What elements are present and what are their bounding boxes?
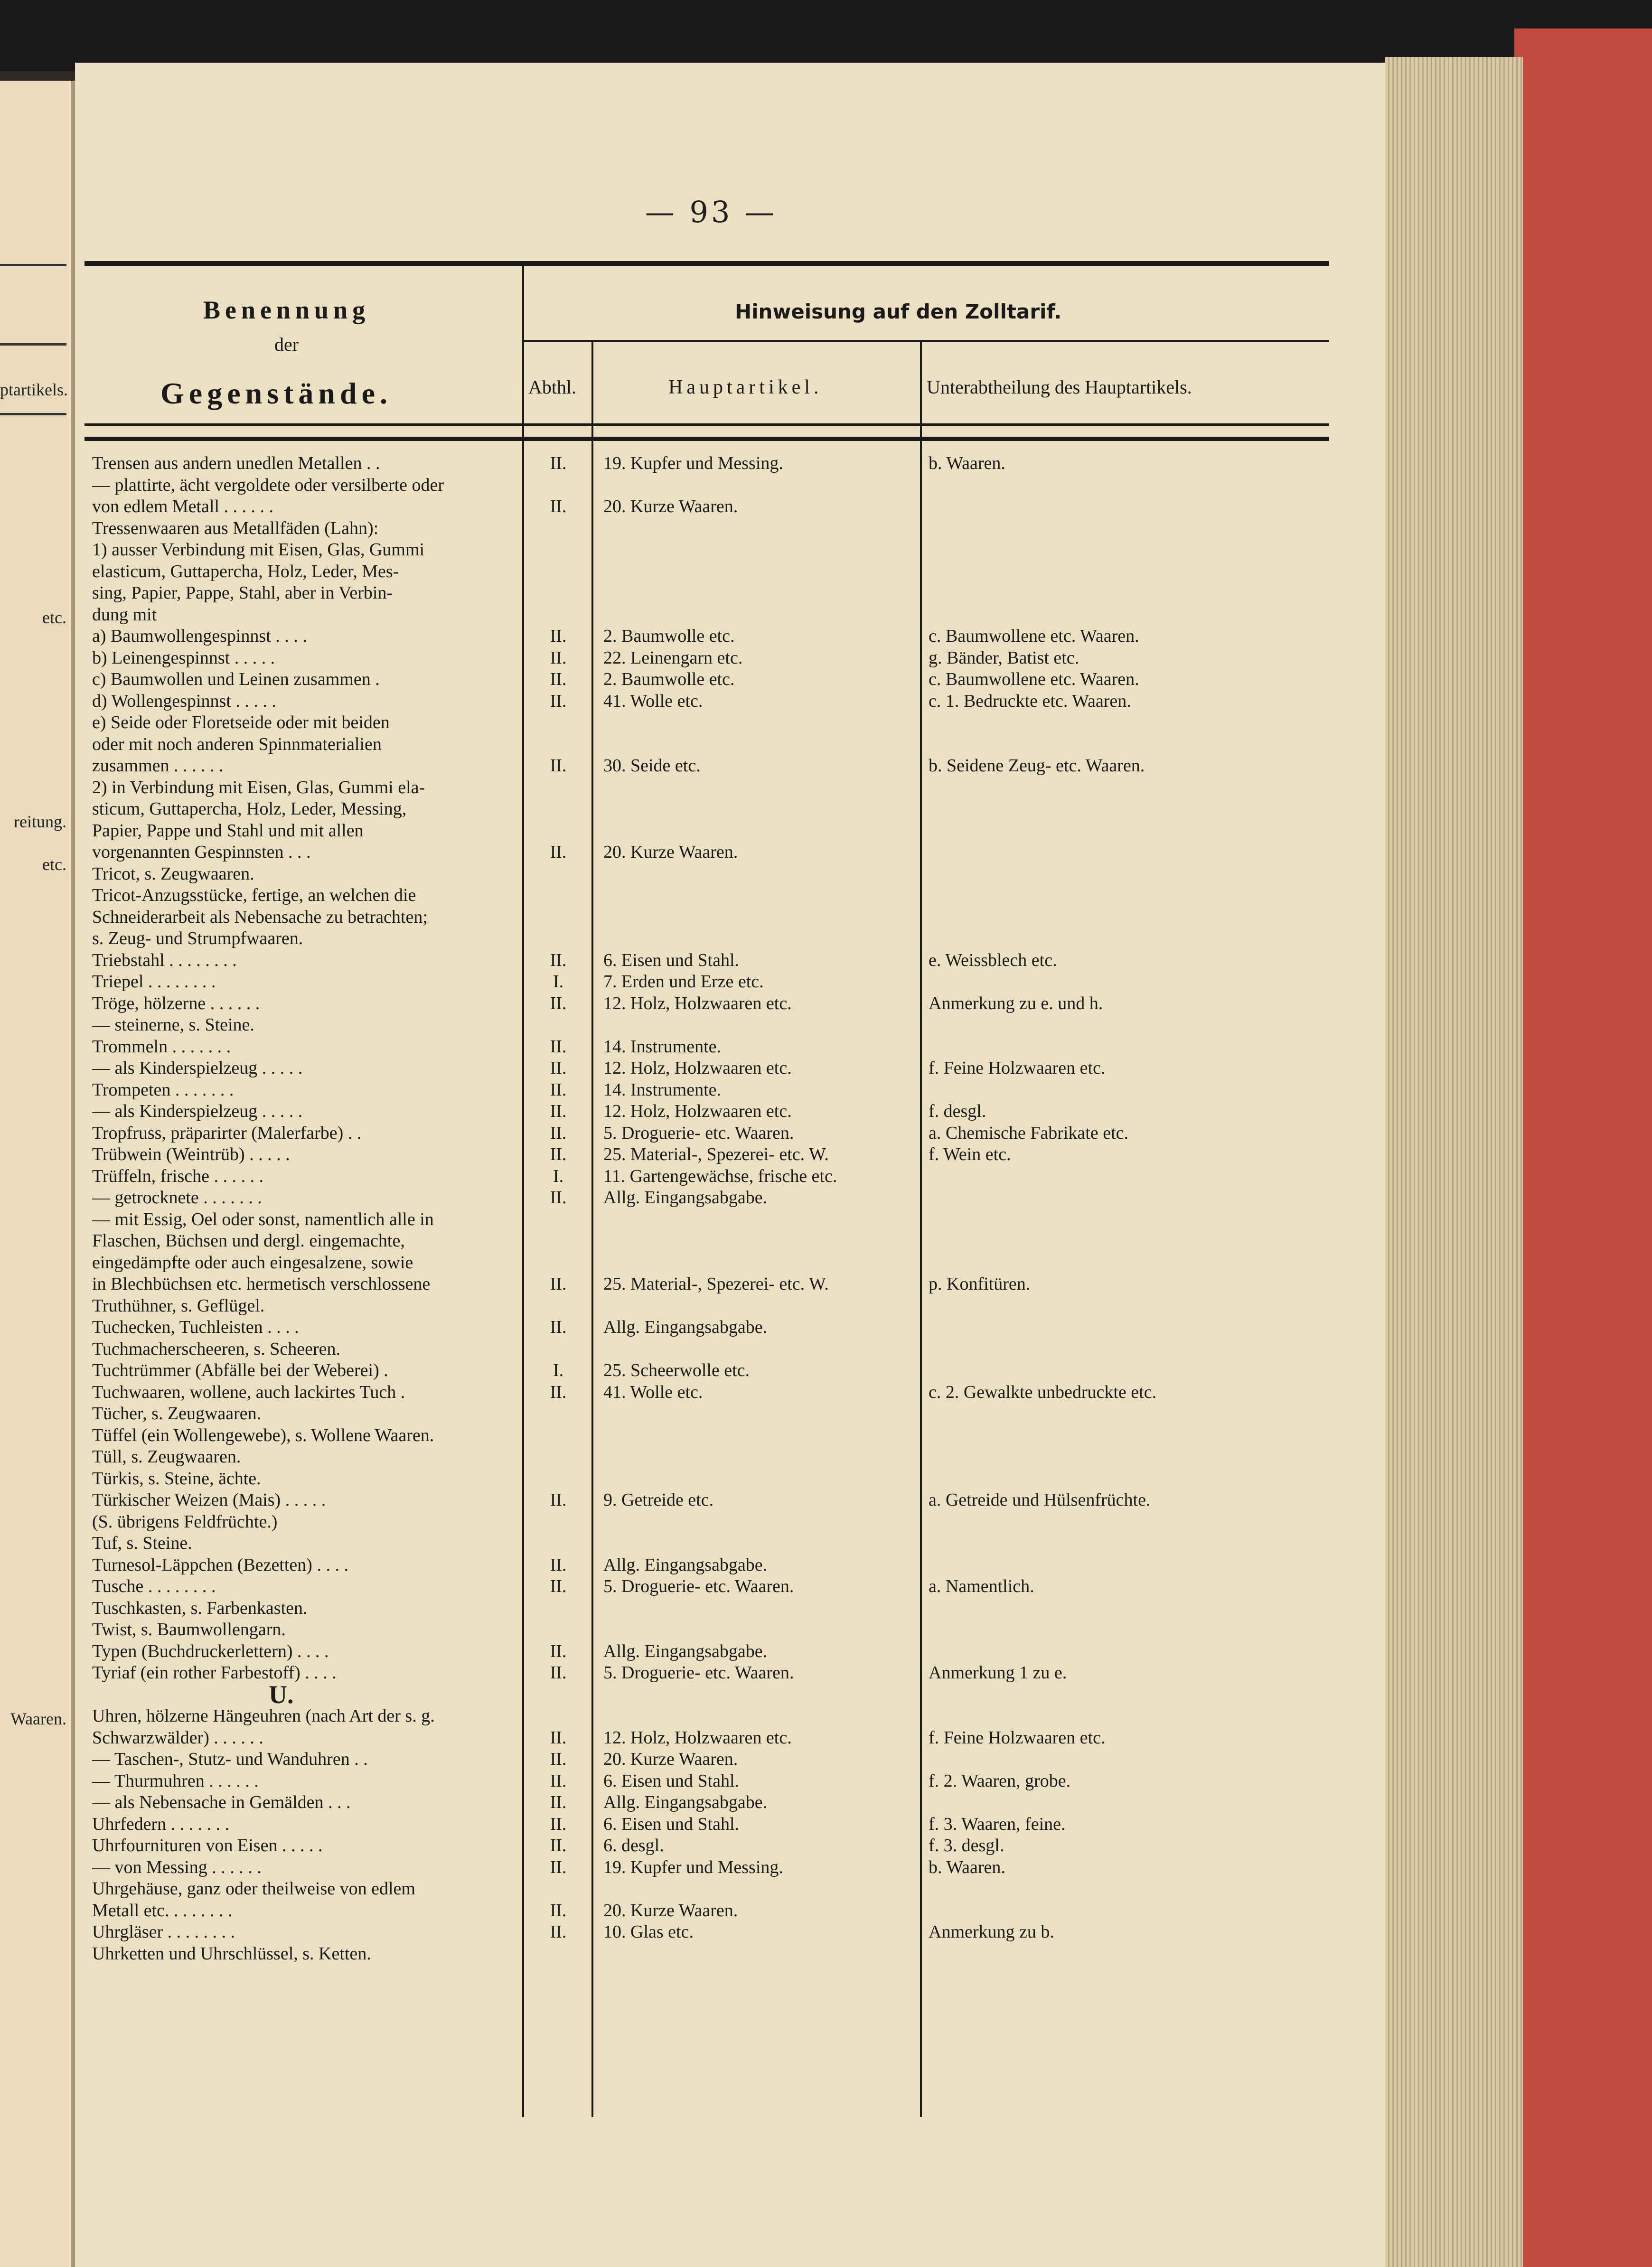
abtheilung: II.: [550, 626, 567, 646]
table-row: [88, 1792, 1342, 1814]
header-gegenstaende: Gegenstände.: [160, 376, 392, 410]
table-row: [88, 1295, 1342, 1317]
hauptartikel: 20. Kurze Waaren.: [603, 1900, 738, 1920]
item-name: Papier, Pappe und Stahl und mit allen: [92, 820, 364, 841]
table-row: [88, 1662, 1342, 1684]
unterabtheilung: f. desgl.: [929, 1101, 986, 1121]
item-name: — von Messing . . . . . .: [92, 1857, 262, 1877]
abtheilung: II.: [550, 1922, 567, 1942]
item-name: Tuchecken, Tuchleisten . . . .: [92, 1317, 299, 1337]
abtheilung: II.: [550, 1317, 567, 1337]
item-name: Twist, s. Baumwollengarn.: [92, 1620, 286, 1639]
item-name: vorgenannten Gespinnsten . . .: [92, 842, 311, 862]
abtheilung: I.: [553, 972, 564, 992]
table-row: [88, 1576, 1342, 1598]
unterabtheilung: f. 2. Waaren, grobe.: [929, 1771, 1071, 1791]
item-name: Tricot-Anzugsstücke, fertige, an welchen die: [92, 885, 416, 905]
item-name: Tricot, s. Zeugwaaren.: [92, 863, 254, 884]
item-name: Uhrketten und Uhrschlüssel, s. Ketten.: [92, 1943, 371, 1964]
item-name: Tuchwaaren, wollene, auch lackirtes Tuch .: [92, 1382, 405, 1402]
table-row: [88, 582, 1342, 604]
item-name: — mit Essig, Oel oder sonst, namentlich alle in: [92, 1209, 434, 1229]
item-name: Trompeten . . . . . . .: [92, 1079, 234, 1100]
table-row: [88, 1317, 1342, 1339]
table-row: [88, 1274, 1342, 1295]
item-name: Tüffel (ein Wollengewebe), s. Wollene Waaren.: [92, 1425, 434, 1445]
table-row: [88, 1857, 1342, 1879]
table-row: [88, 885, 1342, 907]
item-name: Trommeln . . . . . . .: [92, 1036, 231, 1057]
hauptartikel: 5. Droguerie- etc. Waaren.: [603, 1576, 794, 1596]
abtheilung: I.: [553, 1166, 564, 1186]
left-rule: [0, 413, 66, 415]
table-row: [88, 1079, 1342, 1101]
unterabtheilung: c. 2. Gewalkte unbedruckte etc.: [929, 1382, 1157, 1402]
table-row: [88, 1382, 1342, 1404]
hauptartikel: 5. Droguerie- etc. Waaren.: [603, 1663, 794, 1683]
hauptartikel: 11. Gartengewächse, frische etc.: [603, 1166, 837, 1186]
unterabtheilung: Anmerkung zu b.: [929, 1922, 1054, 1942]
abtheilung: II.: [550, 1641, 567, 1661]
abtheilung: II.: [550, 1836, 567, 1855]
item-name: Tuf, s. Steine.: [92, 1533, 192, 1553]
item-name: Tuchmacherscheeren, s. Scheeren.: [92, 1339, 341, 1359]
table-row: [88, 907, 1342, 928]
table-row: [88, 1598, 1342, 1620]
table-row: [88, 539, 1342, 561]
table-row: [88, 1425, 1342, 1447]
table-row: [88, 798, 1342, 820]
item-name: Tuschkasten, s. Farbenkasten.: [92, 1598, 308, 1618]
table-row: [88, 971, 1342, 993]
item-name: dung mit: [92, 604, 157, 625]
item-name: c) Baumwollen und Leinen zusammen .: [92, 669, 380, 689]
table-row: [88, 1403, 1342, 1425]
table-row: [88, 1641, 1342, 1663]
hauptartikel: 14. Instrumente.: [603, 1036, 722, 1057]
item-name: Tüll, s. Zeugwaaren.: [92, 1447, 241, 1467]
abtheilung: II.: [550, 1814, 567, 1834]
item-name: 1) ausser Verbindung mit Eisen, Glas, Gummi: [92, 540, 425, 560]
table-row: [88, 1144, 1342, 1166]
table-row: [88, 1619, 1342, 1641]
abtheilung: II.: [550, 1490, 567, 1510]
hauptartikel: 25. Material-, Spezerei- etc. W.: [603, 1274, 829, 1294]
item-name: Tücher, s. Zeugwaaren.: [92, 1404, 262, 1424]
table-row: [88, 1230, 1342, 1252]
item-name: Türkis, s. Steine, ächte.: [92, 1468, 261, 1489]
item-name: sticum, Guttapercha, Holz, Leder, Messing,: [92, 799, 407, 819]
item-name: — als Kinderspielzeug . . . . .: [92, 1058, 303, 1078]
abtheilung: II.: [550, 453, 567, 473]
item-name: d) Wollengespinnst . . . . .: [92, 691, 276, 711]
table-row: [88, 1921, 1342, 1943]
book-cover: [1514, 28, 1652, 2267]
unterabtheilung: b. Waaren.: [929, 453, 1005, 473]
table-row: [88, 755, 1342, 777]
abtheilung: II.: [550, 1188, 567, 1208]
unterabtheilung: f. Wein etc.: [929, 1144, 1011, 1164]
item-name: Tusche . . . . . . . .: [92, 1576, 216, 1596]
hauptartikel: Allg. Eingangsabgabe.: [603, 1188, 768, 1208]
hauptartikel: Allg. Eingangsabgabe.: [603, 1641, 768, 1661]
left-fragment-text: reitung.: [14, 812, 66, 831]
hauptartikel: 6. desgl.: [603, 1836, 664, 1855]
item-name: Triebstahl . . . . . . . .: [92, 950, 237, 970]
table-row: [88, 1533, 1342, 1555]
header-hauptartikel: Hauptartikel.: [668, 376, 823, 398]
abtheilung: II.: [550, 691, 567, 711]
hauptartikel: 30. Seide etc.: [603, 756, 701, 776]
table-row: [88, 1339, 1342, 1360]
item-name: elasticum, Guttapercha, Holz, Leder, Mes-: [92, 561, 399, 581]
abtheilung: II.: [550, 756, 567, 776]
item-name: U.: [269, 1684, 294, 1705]
abtheilung: II.: [550, 1576, 567, 1596]
item-name: oder mit noch anderen Spinnmaterialien: [92, 734, 382, 754]
item-name: in Blechbüchsen etc. hermetisch verschlossene: [92, 1274, 431, 1294]
table-row: [88, 1036, 1342, 1058]
hauptartikel: 6. Eisen und Stahl.: [603, 950, 740, 970]
page-number: — 93 —: [645, 195, 778, 229]
abtheilung: II.: [550, 1663, 567, 1683]
table-row: [88, 950, 1342, 972]
abtheilung: II.: [550, 1771, 567, 1791]
item-name: Uhrgläser . . . . . . . .: [92, 1922, 235, 1942]
abtheilung: II.: [550, 1727, 567, 1748]
hauptartikel: Allg. Eingangsabgabe.: [603, 1317, 768, 1337]
hauptartikel: 7. Erden und Erze etc.: [603, 972, 764, 992]
hauptartikel: 25. Scheerwolle etc.: [603, 1360, 750, 1380]
table-row: [88, 561, 1342, 583]
hauptartikel: 41. Wolle etc.: [603, 1382, 703, 1402]
header-hinweisung: Hinweisung auf den Zolltarif.: [735, 300, 1062, 323]
unterabtheilung: c. Baumwollene etc. Waaren.: [929, 669, 1139, 689]
abtheilung: II.: [550, 1749, 567, 1769]
abtheilung: II.: [550, 1857, 567, 1877]
table-row: [88, 1814, 1342, 1836]
table-row: [88, 496, 1342, 518]
table-row: [88, 1187, 1342, 1209]
item-name: Tuchtrümmer (Abfälle bei der Weberei) .: [92, 1360, 388, 1380]
table-row: [88, 604, 1342, 626]
table-row: [88, 1252, 1342, 1274]
hauptartikel: 9. Getreide etc.: [603, 1490, 714, 1510]
table-row: [88, 1878, 1342, 1900]
hauptartikel: 20. Kurze Waaren.: [603, 496, 738, 516]
abtheilung: II.: [550, 1792, 567, 1812]
item-name: von edlem Metall . . . . . .: [92, 496, 274, 516]
table-row: [88, 669, 1342, 691]
abtheilung: II.: [550, 496, 567, 516]
item-name: Uhrgehäuse, ganz oder theilweise von edlem: [92, 1879, 415, 1899]
hauptartikel: 22. Leinengarn etc.: [603, 647, 743, 668]
hauptartikel: 12. Holz, Holzwaaren etc.: [603, 993, 792, 1013]
item-name: Flaschen, Büchsen und dergl. eingemachte,: [92, 1231, 405, 1251]
table-row: [88, 1835, 1342, 1857]
abtheilung: I.: [553, 1360, 564, 1380]
table-row: [88, 777, 1342, 799]
table-row: [88, 1014, 1342, 1036]
hauptartikel: 12. Holz, Holzwaaren etc.: [603, 1101, 792, 1121]
unterabtheilung: f. Feine Holzwaaren etc.: [929, 1058, 1106, 1078]
abtheilung: II.: [550, 842, 567, 862]
table-row: [88, 1468, 1342, 1490]
table-row: [88, 518, 1342, 540]
abtheilung: II.: [550, 1555, 567, 1575]
item-name: Typen (Buchdruckerlettern) . . . .: [92, 1641, 329, 1661]
header-abthl: Abthl.: [528, 376, 577, 398]
item-name: Uhrfournituren von Eisen . . . . .: [92, 1836, 323, 1855]
unterabtheilung: e. Weissblech etc.: [929, 950, 1057, 970]
table-row: [88, 1749, 1342, 1771]
unterabtheilung: b. Waaren.: [929, 1857, 1005, 1877]
item-name: Trüffeln, frische . . . . . .: [92, 1166, 263, 1186]
table-row: [88, 1771, 1342, 1792]
left-fragment-text: etc.: [42, 608, 66, 627]
item-name: — steinerne, s. Steine.: [92, 1015, 254, 1035]
item-name: Truthühner, s. Geflügel.: [92, 1295, 265, 1316]
table-row: [88, 1705, 1342, 1727]
item-name: — Taschen-, Stutz- und Wanduhren . .: [92, 1749, 368, 1769]
item-name: a) Baumwollengespinnst . . . .: [92, 626, 307, 646]
table-row: [88, 647, 1342, 669]
table-row: [88, 842, 1342, 863]
unterabtheilung: f. 3. Waaren, feine.: [929, 1814, 1066, 1834]
item-name: Tyriaf (ein rother Farbestoff) . . . .: [92, 1663, 337, 1683]
left-rule: [0, 343, 66, 346]
hauptartikel: 2. Baumwolle etc.: [603, 669, 735, 689]
hauptartikel: 20. Kurze Waaren.: [603, 1749, 738, 1769]
abtheilung: II.: [550, 950, 567, 970]
item-name: Uhrfedern . . . . . . .: [92, 1814, 230, 1834]
item-name: Schneiderarbeit als Nebensache zu betrachten;: [92, 907, 428, 927]
table-row: [88, 993, 1342, 1015]
abtheilung: II.: [550, 1058, 567, 1078]
item-name: (S. übrigens Feldfrüchte.): [92, 1511, 278, 1532]
unterabtheilung: Anmerkung 1 zu e.: [929, 1663, 1067, 1683]
table-row: [88, 928, 1342, 950]
unterabtheilung: Anmerkung zu e. und h.: [929, 993, 1103, 1013]
item-name: Turnesol-Läppchen (Bezetten) . . . .: [92, 1555, 348, 1575]
item-name: Metall etc. . . . . . . .: [92, 1900, 233, 1920]
table-row: [88, 1058, 1342, 1079]
hauptartikel: 25. Material-, Spezerei- etc. W.: [603, 1144, 829, 1164]
item-name: Tropfruss, präparirter (Malerfarbe) . .: [92, 1123, 362, 1143]
item-name: Uhren, hölzerne Hängeuhren (nach Art der s. g.: [92, 1706, 435, 1726]
table-row: [88, 1101, 1342, 1123]
item-name: Trensen aus andern unedlen Metallen . .: [92, 453, 380, 473]
unterabtheilung: f. Feine Holzwaaren etc.: [929, 1727, 1106, 1748]
table-row: [88, 734, 1342, 756]
hauptartikel: 10. Glas etc.: [603, 1922, 694, 1942]
hauptartikel: Allg. Eingangsabgabe.: [603, 1555, 768, 1575]
hauptartikel: 6. Eisen und Stahl.: [603, 1771, 740, 1791]
item-name: Tressenwaaren aus Metallfäden (Lahn):: [92, 518, 379, 538]
table-row: [88, 1943, 1342, 1965]
table-row: [88, 1446, 1342, 1468]
table-row: [88, 453, 1342, 475]
table-row: [88, 1489, 1342, 1511]
left-fragment-text: Waaren.: [10, 1709, 66, 1728]
table-row: [88, 820, 1342, 842]
item-name: Tröge, hölzerne . . . . . .: [92, 993, 260, 1013]
item-name: b) Leinengespinnst . . . . .: [92, 647, 275, 668]
left-rule: [0, 264, 66, 266]
abtheilung: II.: [550, 1900, 567, 1920]
unterabtheilung: a. Getreide und Hülsenfrüchte.: [929, 1490, 1151, 1510]
hauptartikel: 14. Instrumente.: [603, 1079, 722, 1100]
table-row: [88, 1900, 1342, 1922]
unterabtheilung: c. Baumwollene etc. Waaren.: [929, 626, 1139, 646]
item-name: — als Kinderspielzeug . . . . .: [92, 1101, 303, 1121]
hauptartikel: 6. Eisen und Stahl.: [603, 1814, 740, 1834]
hauptartikel: 20. Kurze Waaren.: [603, 842, 738, 862]
hauptartikel: 12. Holz, Holzwaaren etc.: [603, 1058, 792, 1078]
abtheilung: II.: [550, 1382, 567, 1402]
table-row: [88, 626, 1342, 647]
header-der: der: [274, 334, 299, 355]
table-row: [88, 1511, 1342, 1533]
table-row: [88, 1727, 1342, 1749]
hauptartikel: 2. Baumwolle etc.: [603, 626, 735, 646]
left-fragment-text: ptartikels.: [0, 380, 68, 399]
item-name: — getrocknete . . . . . . .: [92, 1188, 262, 1208]
hauptartikel: 12. Holz, Holzwaaren etc.: [603, 1727, 792, 1748]
unterabtheilung: a. Chemische Fabrikate etc.: [929, 1123, 1129, 1143]
header-mid-rule: [522, 340, 1329, 342]
item-name: s. Zeug- und Strumpfwaaren.: [92, 928, 303, 948]
item-name: 2) in Verbindung mit Eisen, Glas, Gummi ela-: [92, 777, 425, 797]
item-name: zusammen . . . . . .: [92, 756, 224, 776]
page-edge: [1385, 57, 1523, 2267]
abtheilung: II.: [550, 1079, 567, 1100]
section-heading: [88, 1684, 1342, 1706]
table-row: [88, 712, 1342, 734]
header-bottom-rule-thick: [84, 437, 1329, 441]
item-name: Schwarzwälder) . . . . . .: [92, 1727, 263, 1748]
abtheilung: II.: [550, 1036, 567, 1057]
item-name: — Thurmuhren . . . . . .: [92, 1771, 259, 1791]
tariff-table: [88, 453, 1342, 1965]
abtheilung: II.: [550, 669, 567, 689]
unterabtheilung: c. 1. Bedruckte etc. Waaren.: [929, 691, 1131, 711]
unterabtheilung: f. 3. desgl.: [929, 1836, 1004, 1855]
table-row: [88, 1166, 1342, 1188]
item-name: Trübwein (Weintrüb) . . . . .: [92, 1144, 290, 1164]
table-row: [88, 1360, 1342, 1382]
item-name: — als Nebensache in Gemälden . . .: [92, 1792, 351, 1812]
item-name: sing, Papier, Pappe, Stahl, aber in Verbin-: [92, 583, 393, 603]
abtheilung: II.: [550, 647, 567, 668]
item-name: Triepel . . . . . . . .: [92, 972, 216, 992]
table-row: [88, 1123, 1342, 1144]
item-name: e) Seide oder Floretseide oder mit beiden: [92, 712, 390, 732]
left-fragment-text: etc.: [42, 855, 66, 874]
book-page: [75, 63, 1385, 2267]
header-bottom-rule: [84, 423, 1329, 426]
unterabtheilung: p. Konfitüren.: [929, 1274, 1031, 1294]
item-name: Türkischer Weizen (Mais) . . . . .: [92, 1490, 326, 1510]
left-page-fragment: [0, 81, 75, 2267]
table-row: [88, 863, 1342, 885]
item-name: eingedämpfte oder auch eingesalzene, sowie: [92, 1252, 413, 1273]
header-top-rule: [84, 261, 1329, 266]
unterabtheilung: b. Seidene Zeug- etc. Waaren.: [929, 756, 1145, 776]
hauptartikel: 19. Kupfer und Messing.: [603, 453, 783, 473]
table-row: [88, 1555, 1342, 1576]
hauptartikel: 41. Wolle etc.: [603, 691, 703, 711]
unterabtheilung: a. Namentlich.: [929, 1576, 1034, 1596]
header-unterabtheilung: Unterabtheilung des Hauptartikels.: [927, 376, 1192, 398]
hauptartikel: Allg. Eingangsabgabe.: [603, 1792, 768, 1812]
hauptartikel: 19. Kupfer und Messing.: [603, 1857, 783, 1877]
unterabtheilung: g. Bänder, Batist etc.: [929, 647, 1079, 668]
abtheilung: II.: [550, 1101, 567, 1121]
table-row: [88, 1209, 1342, 1231]
header-benennung: Benennung: [203, 296, 370, 324]
abtheilung: II.: [550, 1144, 567, 1164]
table-row: [88, 691, 1342, 712]
table-row: [88, 475, 1342, 496]
item-name: — plattirte, ächt vergoldete oder versilberte oder: [92, 475, 444, 495]
abtheilung: II.: [550, 1123, 567, 1143]
hauptartikel: 5. Droguerie- etc. Waaren.: [603, 1123, 794, 1143]
abtheilung: II.: [550, 993, 567, 1013]
abtheilung: II.: [550, 1274, 567, 1294]
